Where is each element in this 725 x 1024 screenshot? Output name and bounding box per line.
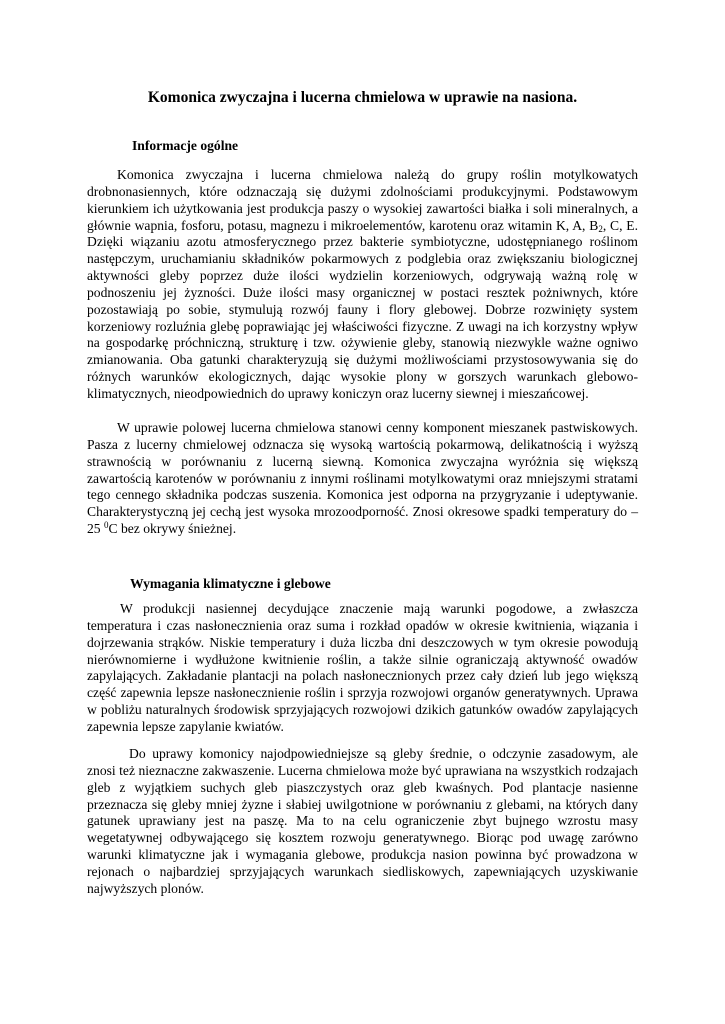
document-title: Komonica zwyczajna i lucerna chmielowa w uprawie na nasiona.	[147, 89, 578, 106]
subscript-2: 2	[598, 223, 603, 234]
paragraph-general-info-1	[87, 167, 638, 403]
section-heading-climate-soil: Wymagania klimatyczne i glebowe	[130, 576, 331, 591]
paragraph-climate-soil-2	[87, 746, 638, 898]
section-heading-general-info: Informacje ogólne	[132, 138, 239, 153]
paragraph-text: W produkcji nasiennej decydujące znaczenie mają warunki pogodowe, a zwłaszcza temperatura i czas nasłonecznienia oraz suma i rozkład opadów w okresie kwitnienia, wiązania i dojrzewania strąków. Niskie temperatury i duża liczba dni deszczowych w tym okresie powodują nierównomierne i wydłużone kwitnienie roślin, a także silnie ograniczają aktywność owadów zapylających. Zakładanie plantacji na polach nasłonecznionych przez cały dzień lub jego większą część zapewnia lepsze nasłonecznienie roślin i sprzyja rozwojowi organów generatywnych. Uprawa w pobliżu naturalnych środowisk sprzyjających rozwojowi dzikich gatunków owadów zapylających zapewnia lepsze zapylanie kwiatów.	[87, 601, 638, 734]
paragraph-text: W uprawie polowej lucerna chmielowa stanowi cenny komponent mieszanek pastwiskowych. Pasza z lucerny chmielowej odznacza się wysoką wartością pokarmową, delikatnością i wyższą strawnością w porównaniu z lucerną siewną. Komonica zwyczajna wyróżnia się większą zawartością karotenów w porównaniu z innymi roślinami motylkowatymi oraz mniejszymi stratami tego cennego składnika podczas suszenia. Komonica jest odporna na przygryzanie i udeptywanie. Charakterystyczną jej cechą jest wysoka mrozoodporność. Znosi okresowe spadki temperatury do – 25	[87, 420, 638, 537]
paragraph-text: Do uprawy komonicy najodpowiedniejsze są gleby średnie, o odczynie zasadowym, ale znosi też nieznaczne zakwaszenie. Lucerna chmielowa może być uprawiana na wszystkich rodzajach gleb z wyjątkiem suchych gleb piaszczystych oraz gleb kwaśnych. Pod plantacje nasienne przeznacza się gleby mniej żyzne i słabiej uwilgotnione w porównaniu z glebami, na których dany gatunek uprawiany jest na paszę. Ma to na celu ograniczenie zbyt bujnego wzrostu masy wegetatywnej odbywającego się kosztem rozwoju generatywnego. Biorąc pod uwagę zarówno warunki klimatyczne jak i wymagania glebowe, produkcja nasion powinna być prowadzona w rejonach o najbardziej sprzyjających warunkach siedliskowych, zapewniających uzyskiwanie najwyższych plonów.	[87, 746, 638, 896]
paragraph-text: , C, E. Dzięki wiązaniu azotu atmosferycznego przez bakterie symbiotyczne, udostępnianego roślinom następczym, uruchamianiu składników pokarmowych z podglebia oraz zwiększaniu biologicznej aktywności gleby poprzez duże ilości wydzielin korzeniowych, odgrywają ważną rolę w podnoszeniu jej żyzności. Duże ilości masy organicznej w postaci resztek pożniwnych, które pozostawiają po sobie, stymulują rozwój fauny i flory glebowej. Dobrze rozwinięty system korzeniowy rozluźnia glebę poprawiając jej właściwości fizyczne. Z uwagi na ich korzystny wpływ na gospodarkę próchniczną, strukturę i tzw. ożywienie gleby, stanowią niezwykle ważne ogniwo zmianowania. Oba gatunki charakteryzują się dużymi możliwościami przystosowywania się do różnych warunków ekologicznych, dając wysokie plony w gorszych warunkach glebowo-klimatycznych, nieodpowiednich do uprawy koniczyn oraz lucerny siewnej i mieszańcowej.	[87, 217, 638, 401]
paragraph-general-info-2	[87, 420, 638, 538]
paragraph-text: C bez okrywy śnieżnej.	[108, 521, 237, 537]
paragraph-climate-soil-1	[87, 601, 638, 736]
paragraph-text: Komonica zwyczajna i lucerna chmielowa należą do grupy roślin motylkowatych drobnonasiennych, które odznaczają się dużymi zdolnościami produkcyjnymi. Podstawowym kierunkiem ich użytkowania jest produkcja paszy o wysokiej zawartości białka i soli mineralnych, a głównie wapnia, fosforu, potasu, magnezu i mikroelementów, karotenu oraz witamin K, A, B	[87, 167, 638, 233]
superscript-degree: 0	[104, 520, 109, 531]
